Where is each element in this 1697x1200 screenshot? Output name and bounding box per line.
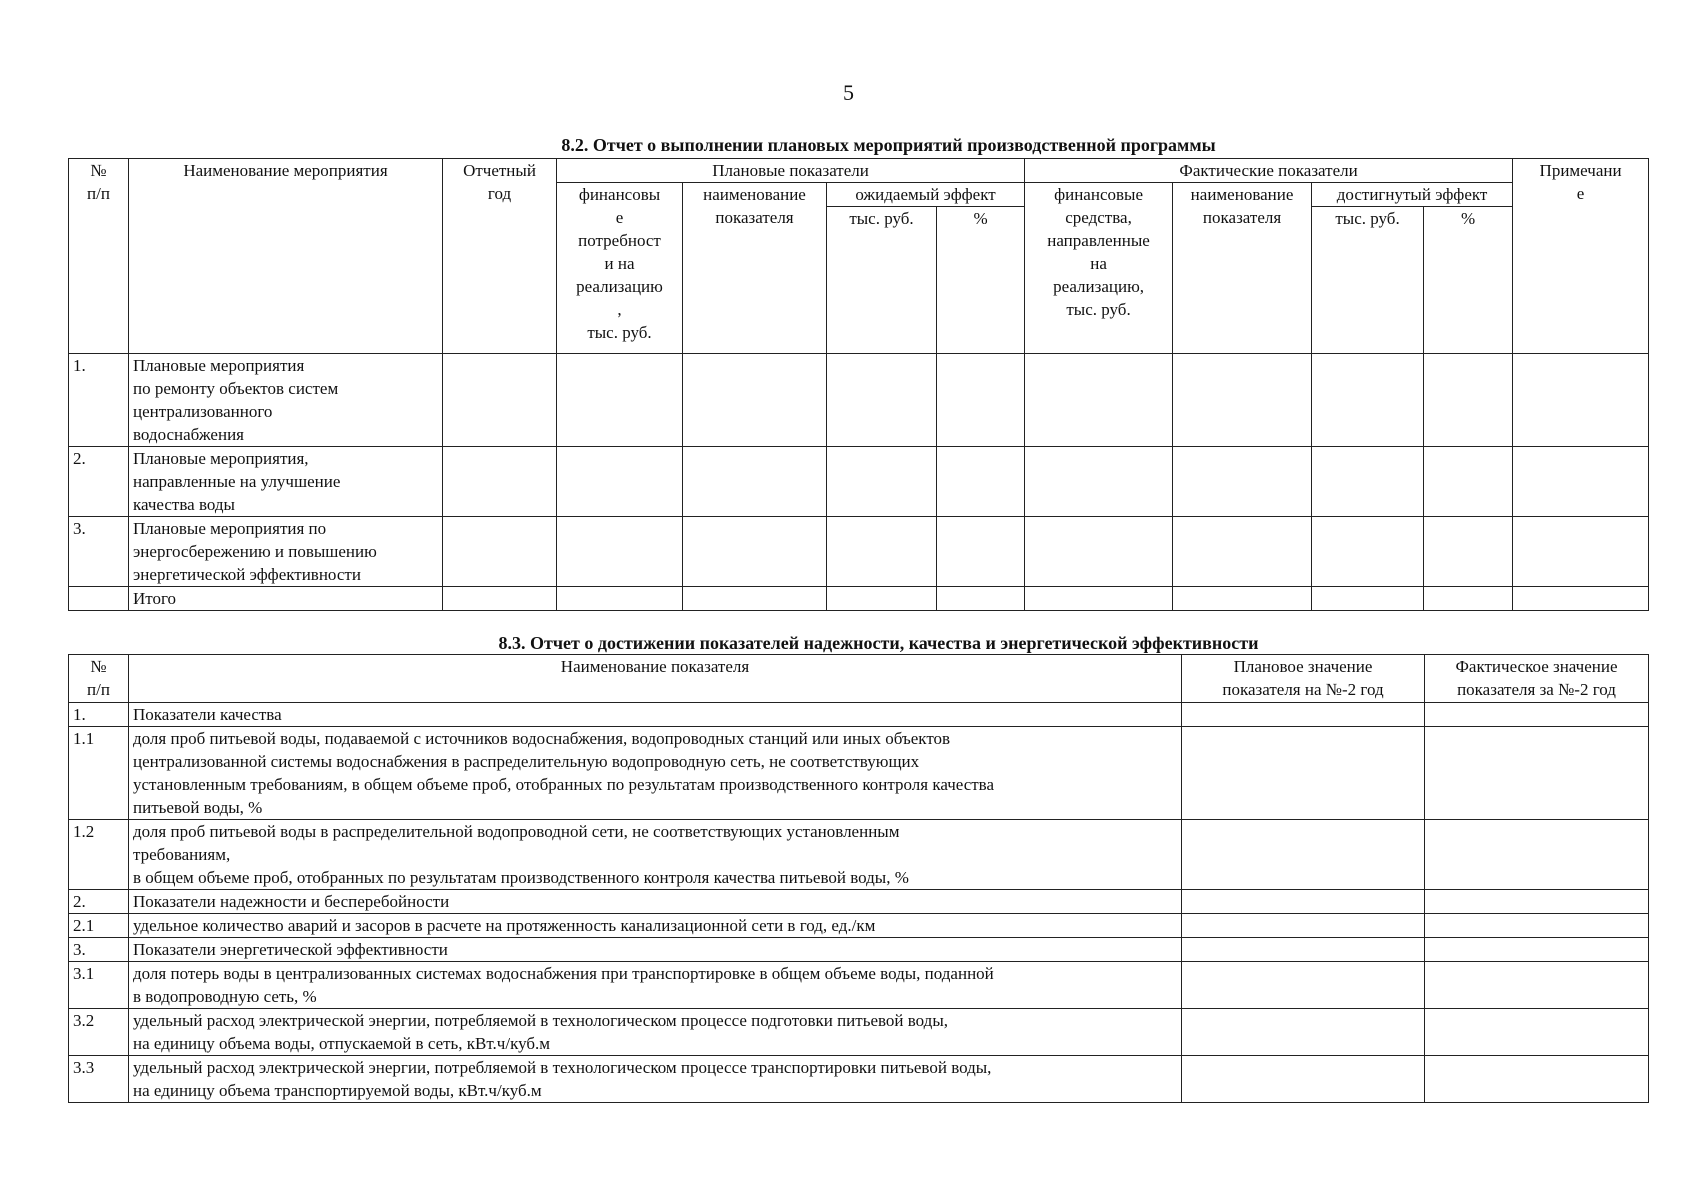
table-row	[69, 703, 1649, 727]
empty-cell	[827, 354, 937, 447]
empty-cell	[557, 587, 683, 611]
table-row	[69, 354, 1649, 447]
empty-cell	[683, 517, 827, 587]
empty-cell	[443, 587, 557, 611]
empty-cell	[1425, 727, 1649, 820]
empty-cell	[1425, 962, 1649, 1009]
header-num: № п/п	[69, 655, 129, 703]
header-expected-effect: ожидаемый эффект	[827, 183, 1025, 207]
empty-cell	[1425, 890, 1649, 914]
table-row	[69, 914, 1649, 938]
header-achieved-thousand-rub: тыс. руб.	[1312, 207, 1424, 354]
row-num: 3.3	[69, 1056, 129, 1103]
row-num: 1.2	[69, 820, 129, 890]
header-report-year: Отчетный год	[443, 159, 557, 354]
empty-cell	[1513, 517, 1649, 587]
empty-cell	[937, 587, 1025, 611]
empty-cell	[443, 354, 557, 447]
empty-cell	[1312, 587, 1424, 611]
empty-cell	[937, 517, 1025, 587]
header-planned-value: Плановое значение показателя на №-2 год	[1182, 655, 1425, 703]
empty-cell	[1025, 587, 1173, 611]
row-num: 2.1	[69, 914, 129, 938]
row-num: 1.1	[69, 727, 129, 820]
empty-cell	[1424, 354, 1513, 447]
header-actual-group: Фактические показатели	[1025, 159, 1513, 183]
empty-cell	[1025, 517, 1173, 587]
empty-cell	[1425, 703, 1649, 727]
row-num	[69, 587, 129, 611]
row-num: 1.	[69, 354, 129, 447]
empty-cell	[1424, 517, 1513, 587]
empty-cell	[1425, 938, 1649, 962]
row-indicator-name: удельное количество аварий и засоров в расчете на протяженность канализационной сети в год, ед./км	[129, 914, 1182, 938]
empty-cell	[1182, 820, 1425, 890]
page-number: 5	[843, 80, 854, 105]
row-num: 3.	[69, 938, 129, 962]
row-indicator-name: Показатели надежности и бесперебойности	[129, 890, 1182, 914]
row-indicator-name: доля проб питьевой воды в распределительной водопроводной сети, не соответствующих установленным требованиям, в общем объеме проб, отобранных по результатам производственного контроля качества питьевой воды, %	[129, 820, 1182, 890]
indicators-table	[68, 654, 1649, 1103]
table-row	[69, 962, 1649, 1009]
section-title-8-2: 8.2. Отчет о выполнении плановых мероприятий производственной программы	[561, 135, 1216, 155]
empty-cell	[683, 354, 827, 447]
empty-cell	[1513, 587, 1649, 611]
empty-cell	[1513, 447, 1649, 517]
header-planned-indicator: наименование показателя	[683, 183, 827, 354]
row-activity-name: Плановые мероприятия по энергосбережению и повышению энергетической эффективности	[129, 517, 443, 587]
row-num: 3.2	[69, 1009, 129, 1056]
empty-cell	[1173, 587, 1312, 611]
empty-cell	[1025, 354, 1173, 447]
header-actual-indicator: наименование показателя	[1173, 183, 1312, 354]
header-achieved-percent: %	[1424, 207, 1513, 354]
row-num: 2.	[69, 890, 129, 914]
empty-cell	[1025, 447, 1173, 517]
row-activity-name: Плановые мероприятия по ремонту объектов систем централизованного водоснабжения	[129, 354, 443, 447]
row-num: 3.1	[69, 962, 129, 1009]
empty-cell	[443, 447, 557, 517]
section-title-8-3: 8.3. Отчет о достижении показателей надежности, качества и энергетической эффективности	[498, 633, 1259, 653]
planned-activities-table	[68, 158, 1649, 611]
row-activity-name: Плановые мероприятия, направленные на улучшение качества воды	[129, 447, 443, 517]
empty-cell	[1425, 914, 1649, 938]
empty-cell	[1173, 517, 1312, 587]
empty-cell	[1182, 1009, 1425, 1056]
empty-cell	[1513, 354, 1649, 447]
empty-cell	[1182, 1056, 1425, 1103]
header-activity-name: Наименование мероприятия	[129, 159, 443, 354]
empty-cell	[1182, 914, 1425, 938]
empty-cell	[557, 354, 683, 447]
header-planned-financing: финансовы е потребност и на реализацию , тыс. руб.	[557, 183, 683, 354]
empty-cell	[1424, 587, 1513, 611]
empty-cell	[1425, 820, 1649, 890]
header-notes: Примечани е	[1513, 159, 1649, 354]
row-indicator-name: удельный расход электрической энергии, потребляемой в технологическом процессе транспортировки питьевой воды, на единицу объема транспортируемой воды, кВт.ч/куб.м	[129, 1056, 1182, 1103]
row-indicator-name: доля потерь воды в централизованных системах водоснабжения при транспортировке в общем объеме воды, поданной в водопроводную сеть, %	[129, 962, 1182, 1009]
row-num: 3.	[69, 517, 129, 587]
row-num: 1.	[69, 703, 129, 727]
header-expected-thousand-rub: тыс. руб.	[827, 207, 937, 354]
empty-cell	[937, 354, 1025, 447]
empty-cell	[1182, 890, 1425, 914]
header-indicator-name: Наименование показателя	[129, 655, 1182, 703]
table-row	[69, 820, 1649, 890]
empty-cell	[1312, 517, 1424, 587]
header-expected-percent: %	[937, 207, 1025, 354]
header-num: № п/п	[69, 159, 129, 354]
empty-cell	[1182, 727, 1425, 820]
table-row	[69, 447, 1649, 517]
empty-cell	[827, 587, 937, 611]
empty-cell	[1173, 354, 1312, 447]
empty-cell	[827, 517, 937, 587]
empty-cell	[1182, 938, 1425, 962]
empty-cell	[1182, 703, 1425, 727]
table-row	[69, 727, 1649, 820]
empty-cell	[557, 517, 683, 587]
empty-cell	[1312, 447, 1424, 517]
header-planned-group: Плановые показатели	[557, 159, 1025, 183]
empty-cell	[1182, 962, 1425, 1009]
empty-cell	[1312, 354, 1424, 447]
empty-cell	[1425, 1009, 1649, 1056]
empty-cell	[1173, 447, 1312, 517]
table-row	[69, 1009, 1649, 1056]
header-actual-financing: финансовые средства, направленные на реализацию, тыс. руб.	[1025, 183, 1173, 354]
empty-cell	[1425, 1056, 1649, 1103]
row-indicator-name: удельный расход электрической энергии, потребляемой в технологическом процессе подготовки питьевой воды, на единицу объема воды, отпускаемой в сеть, кВт.ч/куб.м	[129, 1009, 1182, 1056]
table-row	[69, 938, 1649, 962]
empty-cell	[1424, 447, 1513, 517]
row-indicator-name: Показатели качества	[129, 703, 1182, 727]
table-row	[69, 517, 1649, 587]
empty-cell	[827, 447, 937, 517]
table-row-total	[69, 587, 1649, 611]
empty-cell	[937, 447, 1025, 517]
empty-cell	[683, 587, 827, 611]
empty-cell	[557, 447, 683, 517]
table-row	[69, 890, 1649, 914]
empty-cell	[443, 517, 557, 587]
table-row	[69, 1056, 1649, 1103]
row-num: 2.	[69, 447, 129, 517]
row-indicator-name: Показатели энергетической эффективности	[129, 938, 1182, 962]
empty-cell	[683, 447, 827, 517]
row-indicator-name: доля проб питьевой воды, подаваемой с источников водоснабжения, водопроводных станций или иных объектов централизованной системы водоснабжения в распределительную водопроводную сеть, не соответствующих установленным требованиям, в общем объеме проб, отобранных по результатам производственного контроля качества питьевой воды, %	[129, 727, 1182, 820]
header-actual-value: Фактическое значение показателя за №-2 год	[1425, 655, 1649, 703]
row-total-label: Итого	[129, 587, 443, 611]
header-achieved-effect: достигнутый эффект	[1312, 183, 1513, 207]
